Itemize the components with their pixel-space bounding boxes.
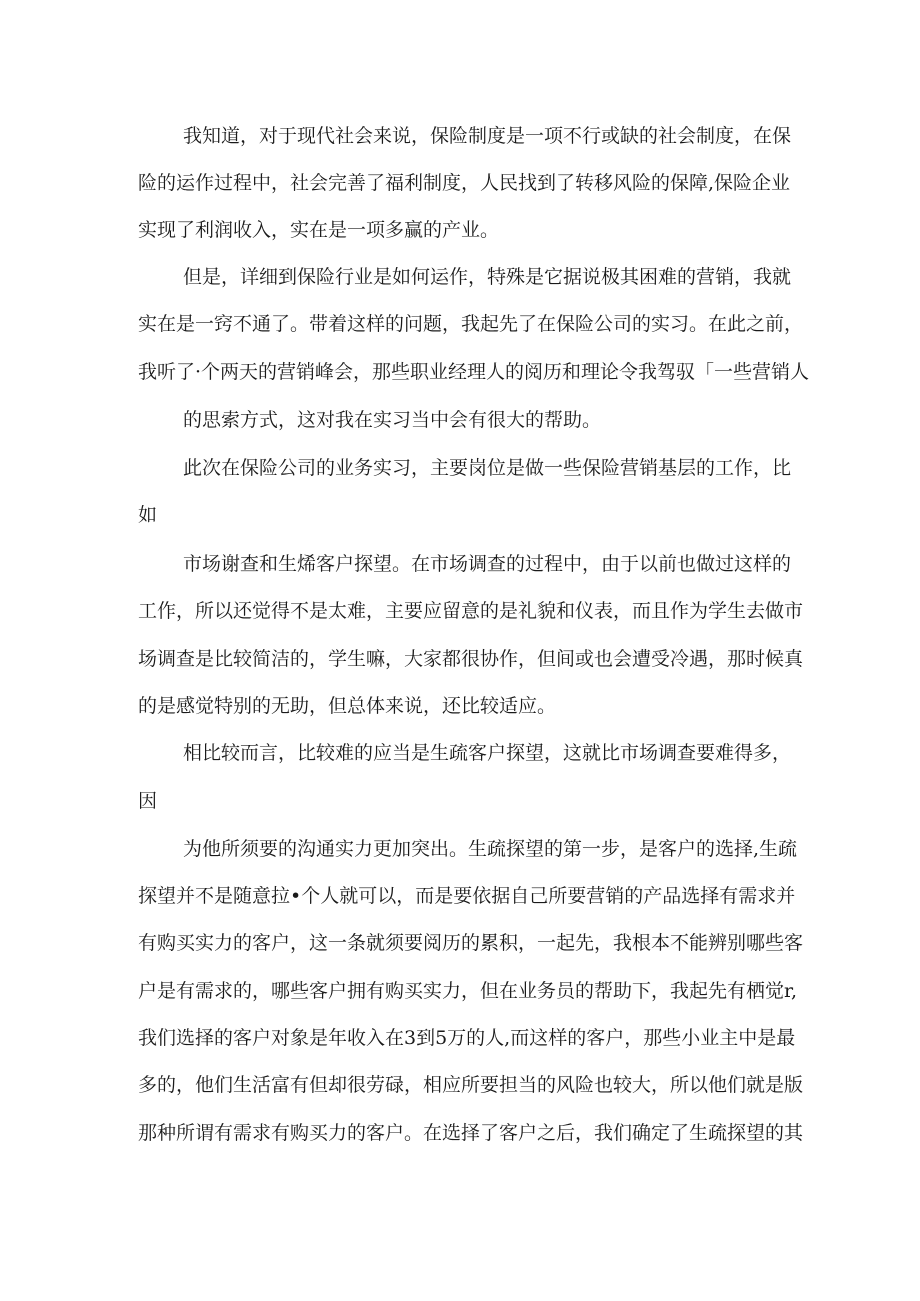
paragraph-6-line-2: 因 xyxy=(138,790,158,812)
paragraph-6-line-1: 相比较而言，比较难的应当是生疏客户探望，这就比市场调查要难得多， xyxy=(183,742,792,764)
paragraph-5-line-2: 工作，所以还觉得不是太难，主要应留意的是礼貌和仪表，而且作为学生去做市 xyxy=(138,600,804,622)
paragraph-7-line-6: 多的，他们生活富有但却很劳碌，相应所要担当的风险也较大，所以他们就是版 xyxy=(138,1074,804,1096)
paragraph-5-line-1: 市场谢查和生烯客户探望。在市场调查的过程中，由于以前也做过这样的 xyxy=(183,553,792,575)
paragraph-5-line-3: 场调查是比较简洁的，学生嘛，大家都很协作，但间或也会遭受冷遇，那时候真 xyxy=(138,648,804,670)
paragraph-4-line-2: 如 xyxy=(138,504,158,526)
paragraph-7-line-4: 户是有需求的，哪些客户拥有购买实力，但在业务员的帮助下，我起先有栖觉r, xyxy=(138,980,798,1002)
paragraph-7-line-1: 为他所须要的沟通实力更加突出。生疏探望的第一步，是客户的选择,生疏 xyxy=(183,838,798,860)
paragraph-1-line-3: 实现了利润收入，实在是一项多赢的产业。 xyxy=(138,219,500,241)
paragraph-7-line-7: 那种所谓有需求有购买力的客户。在选择了客户之后，我们确定了生疏探望的其 xyxy=(138,1122,804,1144)
paragraph-4-line-1: 此次在保险公司的业务实习，主要岗位是做一些保险营销基层的工作，比 xyxy=(183,457,792,479)
paragraph-2-line-2: 实在是一窍不通了。带着这样的问题，我起先了在保险公司的实习。在此之前， xyxy=(138,313,804,335)
paragraph-3-line-1: 的思索方式，这对我在实习当中会有很大的帮助。 xyxy=(183,409,602,431)
paragraph-7-line-2: 探望并不是随意拉•个人就可以，而是要依据自己所要营销的产品选择有需求并 xyxy=(138,885,796,907)
paragraph-2-line-1: 但是，详细到保险行业是如何运作，特殊是它据说极其困难的营销，我就 xyxy=(183,266,792,288)
paragraph-1-line-2: 险的运作过程中，社会完善了福利制度，人民找到了转移风险的保障,保险企业 xyxy=(138,172,791,194)
paragraph-5-line-4: 的是感觉特别的无助，但总体来说，还比较适应。 xyxy=(138,695,557,717)
paragraph-1-line-1: 我知道，对于现代社会来说，保险制度是一项不行或缺的社会制度，在保 xyxy=(183,125,792,147)
paragraph-2-line-3: 我听了·个两天的营销峰会，那些职业经理人的阅历和理论令我驾驭「一些营销人 xyxy=(138,361,810,383)
paragraph-7-line-3: 有购买实力的客户，这一条就须要阅历的累积，一起先，我根本不能辨别哪些客 xyxy=(138,932,804,954)
paragraph-7-line-5: 我们选择的客户对象是年收入在3到5万的人,而这样的客户，那些小业主中是最 xyxy=(138,1027,796,1049)
